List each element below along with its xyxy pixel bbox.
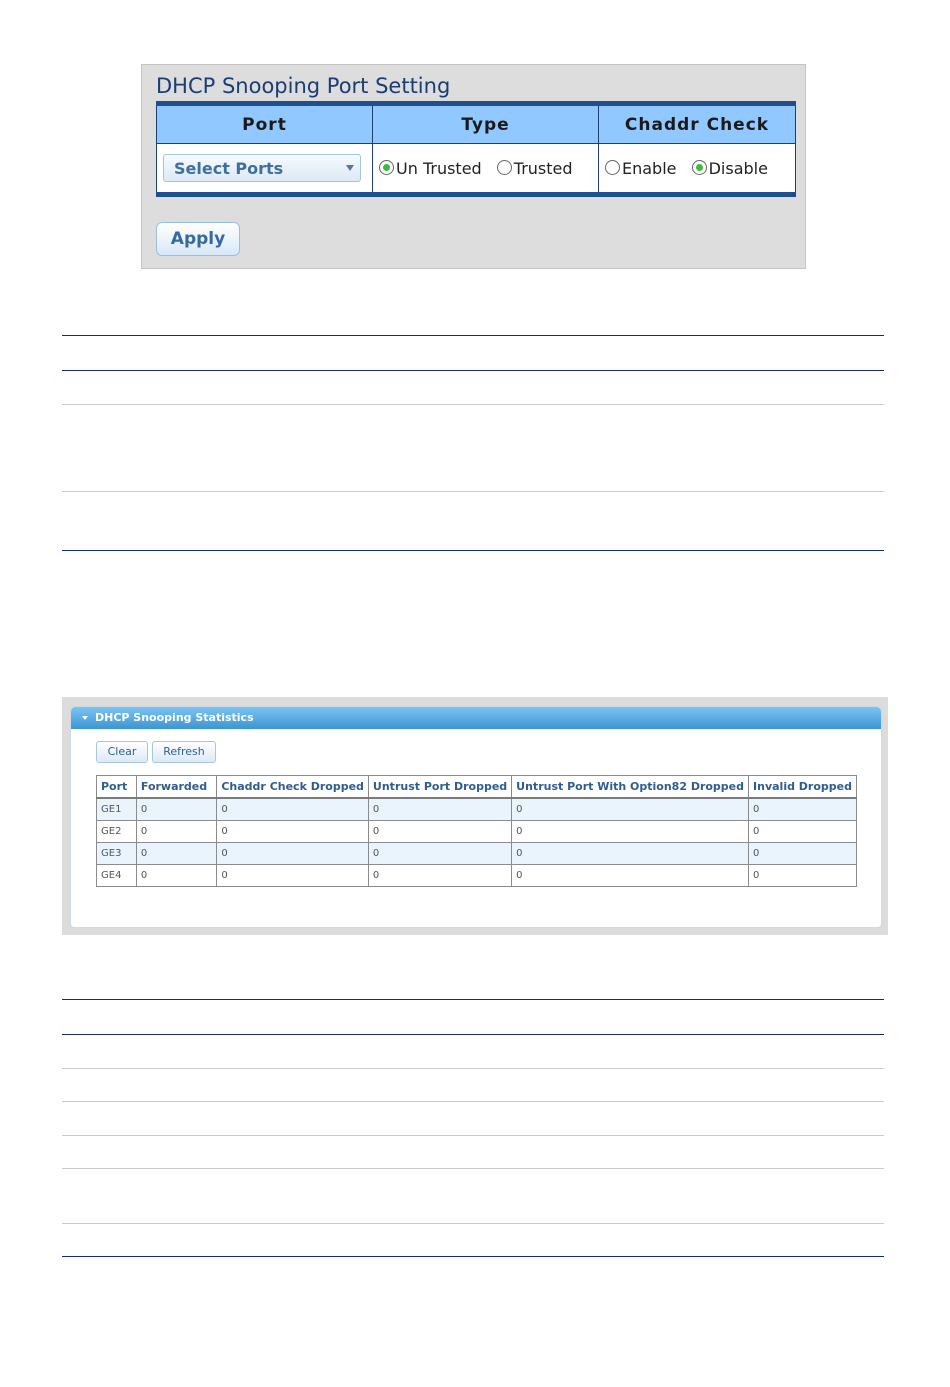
select-ports-value: Select Ports (174, 159, 284, 178)
collapse-triangle-icon[interactable] (82, 716, 88, 720)
statistics-header[interactable] (71, 707, 881, 729)
column-header-type: Type (373, 104, 599, 144)
type-untrusted-label: Un Trusted (396, 158, 482, 178)
stats-header-invalid-dropped: Invalid Dropped (749, 776, 857, 799)
table-rule (62, 550, 884, 551)
refresh-button[interactable]: Refresh (152, 741, 216, 763)
stats-header-untrust-option82-dropped: Untrust Port With Option82 Dropped (512, 776, 749, 799)
cell-chaddr-check-dropped: 0 (217, 821, 369, 843)
chevron-down-icon (346, 165, 354, 171)
cell-untrust-port-dropped: 0 (368, 865, 511, 887)
cell-untrust-port-dropped: 0 (368, 843, 511, 865)
table-rule (62, 1034, 884, 1035)
cell-untrust-option82-dropped: 0 (512, 865, 749, 887)
stats-header-forwarded: Forwarded (136, 776, 216, 799)
cell-chaddr-check-dropped: 0 (217, 843, 369, 865)
table-rule (62, 1101, 884, 1102)
cell-port: GE1 (97, 798, 137, 821)
column-header-port: Port (157, 104, 373, 144)
cell-invalid-dropped: 0 (749, 821, 857, 843)
type-untrusted-option[interactable] (379, 159, 487, 178)
chaddr-enable-label: Enable (622, 158, 677, 178)
table-rule (62, 335, 884, 336)
type-cell (373, 144, 599, 195)
cell-untrust-port-dropped: 0 (368, 821, 511, 843)
statistics-table (96, 775, 857, 887)
cell-invalid-dropped: 0 (749, 798, 857, 821)
type-trusted-label: Trusted (513, 158, 573, 178)
cell-invalid-dropped: 0 (749, 843, 857, 865)
table-rule (62, 1135, 884, 1136)
apply-button[interactable]: Apply (156, 222, 240, 256)
table-rule (62, 370, 884, 371)
chaddr-enable-option[interactable] (605, 159, 682, 178)
table-rule (62, 999, 884, 1000)
radio-trusted[interactable] (497, 160, 512, 175)
cell-port: GE3 (97, 843, 137, 865)
chaddr-disable-option[interactable] (692, 159, 768, 178)
port-setting-title: DHCP Snooping Port Setting (156, 74, 451, 98)
cell-untrust-option82-dropped: 0 (512, 798, 749, 821)
cell-forwarded: 0 (136, 865, 216, 887)
statistics-panel (62, 697, 888, 935)
table-row (97, 798, 857, 821)
type-trusted-option[interactable] (497, 159, 573, 178)
table-rule (62, 1068, 884, 1069)
table-rule (62, 491, 884, 492)
statistics-box (70, 706, 882, 928)
cell-forwarded: 0 (136, 843, 216, 865)
cell-forwarded: 0 (136, 821, 216, 843)
clear-button[interactable]: Clear (96, 741, 148, 763)
cell-untrust-port-dropped: 0 (368, 798, 511, 821)
table-rule (62, 1256, 884, 1257)
table-row (97, 821, 857, 843)
statistics-title: DHCP Snooping Statistics (95, 711, 254, 724)
port-setting-table (156, 101, 796, 197)
table-row (97, 865, 857, 887)
cell-port: GE2 (97, 821, 137, 843)
table-rule (62, 1223, 884, 1224)
stats-header-chaddr-check-dropped: Chaddr Check Dropped (217, 776, 369, 799)
radio-enable[interactable] (605, 160, 620, 175)
cell-chaddr-check-dropped: 0 (217, 798, 369, 821)
column-header-chaddr-check: Chaddr Check (599, 104, 796, 144)
cell-invalid-dropped: 0 (749, 865, 857, 887)
stats-header-untrust-port-dropped: Untrust Port Dropped (368, 776, 511, 799)
cell-chaddr-check-dropped: 0 (217, 865, 369, 887)
cell-forwarded: 0 (136, 798, 216, 821)
cell-untrust-option82-dropped: 0 (512, 843, 749, 865)
table-rule (62, 404, 884, 405)
radio-untrusted[interactable] (379, 160, 394, 175)
select-ports-dropdown[interactable] (163, 154, 361, 182)
port-cell (157, 144, 373, 195)
table-rule (62, 1168, 884, 1169)
stats-header-port: Port (97, 776, 137, 799)
cell-port: GE4 (97, 865, 137, 887)
cell-untrust-option82-dropped: 0 (512, 821, 749, 843)
table-row (97, 843, 857, 865)
radio-disable[interactable] (692, 160, 707, 175)
port-setting-panel (141, 64, 806, 269)
chaddr-disable-label: Disable (708, 158, 768, 178)
chaddr-check-cell (599, 144, 796, 195)
